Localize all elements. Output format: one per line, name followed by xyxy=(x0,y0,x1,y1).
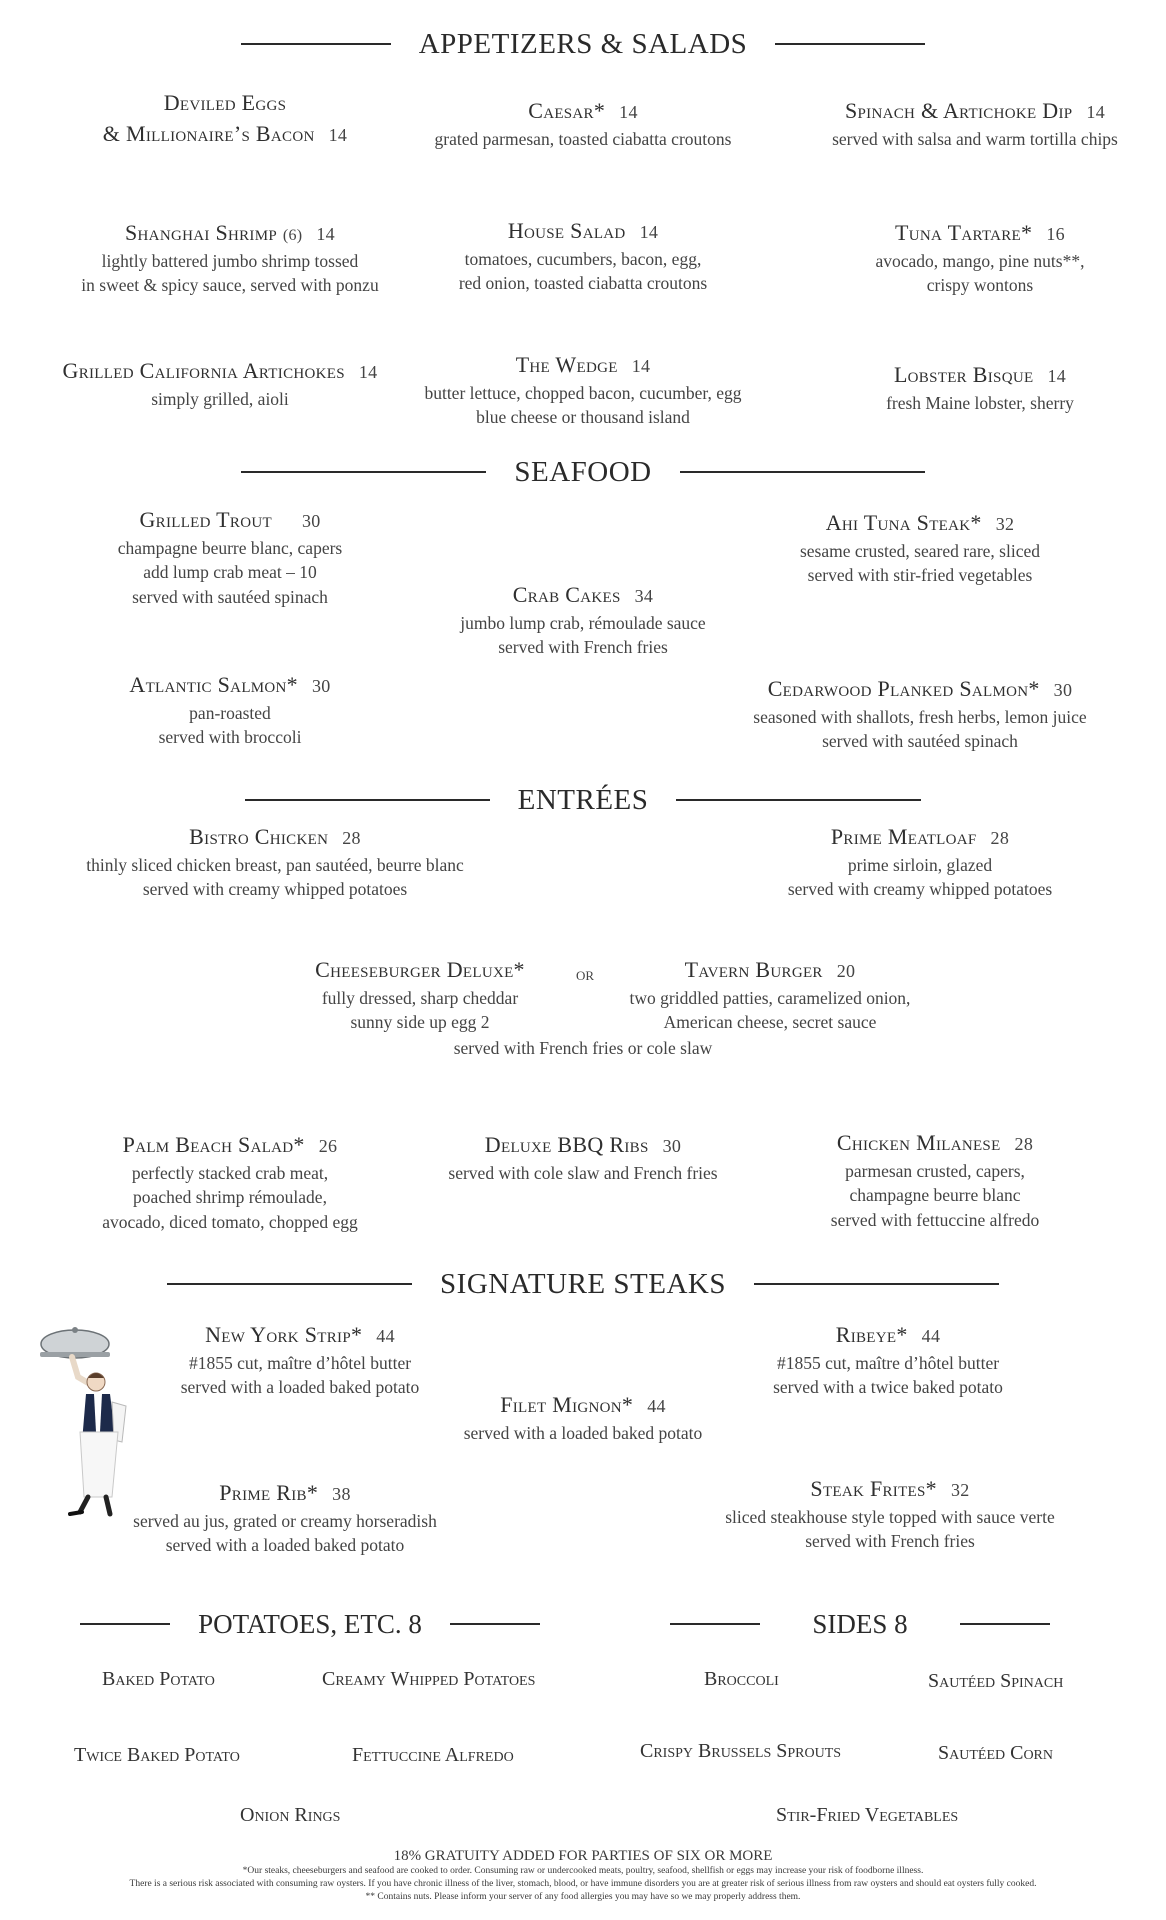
item-name: House Salad xyxy=(507,218,626,243)
item-description: served with sautéed spinach xyxy=(822,731,1018,752)
item-description: served with fettuccine alfredo xyxy=(830,1209,1040,1230)
item-name: Ahi Tuna Steak* xyxy=(825,510,982,535)
item-description: served with French fries xyxy=(498,637,668,658)
item-description: red onion, toasted ciabatta croutons xyxy=(458,273,708,294)
item-price: 28 xyxy=(990,828,1010,848)
item-description: fresh Maine lobster, sherry xyxy=(886,392,1074,413)
item-description: seasoned with shallots, fresh herbs, lemon juice xyxy=(753,706,1087,727)
side-item: Sautéed Spinach xyxy=(928,1670,1064,1692)
item-description: served with a loaded baked potato xyxy=(463,1422,703,1443)
disclaimer-line: ** Contains nuts. Please inform your server of any food allergies you may have so we may properly address them. xyxy=(365,1892,801,1902)
menu-item xyxy=(830,360,1130,415)
item-name: Cedarwood Planked Salmon* xyxy=(767,676,1040,701)
item-price: 26 xyxy=(318,1136,338,1156)
item-description: served with stir-fried vegetables xyxy=(807,565,1033,586)
menu-item xyxy=(428,580,738,660)
side-item: Broccoli xyxy=(704,1668,779,1690)
side-item: Onion Rings xyxy=(240,1804,341,1826)
item-price: 14 xyxy=(358,362,378,382)
menu-item xyxy=(795,96,1155,151)
side-item: Twice Baked Potato xyxy=(74,1744,240,1766)
item-description: served with a loaded baked potato xyxy=(180,1377,420,1398)
section-title: ENTRÉES xyxy=(517,783,649,816)
item-name: Tavern Burger xyxy=(684,957,823,982)
item-name: Ribeye* xyxy=(835,1322,908,1347)
menu-item xyxy=(30,356,410,411)
seafood-heading xyxy=(0,452,1166,492)
item-description: crispy wontons xyxy=(926,275,1034,296)
item-description: sliced steakhouse style topped with sauce verte xyxy=(725,1506,1055,1527)
item-name: Shanghai Shrimp xyxy=(125,220,277,245)
item-price: 44 xyxy=(647,1396,666,1416)
item-description: sunny side up egg 2 xyxy=(350,1012,490,1033)
menu-item xyxy=(60,1130,400,1234)
item-description: add lump crab meat – 10 xyxy=(143,562,317,583)
menu-item xyxy=(40,822,510,902)
item-price: 14 xyxy=(639,222,659,242)
item-description: served with a loaded baked potato xyxy=(165,1535,405,1556)
item-description: butter lettuce, chopped bacon, cucumber, egg xyxy=(424,382,742,403)
item-price: 20 xyxy=(836,961,856,981)
item-description: #1855 cut, maître d’hôtel butter xyxy=(188,1352,412,1373)
steaks-heading xyxy=(0,1264,1166,1304)
burger-note xyxy=(383,1036,783,1061)
item-description: served with salsa and warm tortilla chips xyxy=(832,128,1118,149)
item-price: 30 xyxy=(301,511,321,531)
entrees-heading xyxy=(0,780,1166,820)
item-name: Prime Rib* xyxy=(219,1480,319,1505)
item-description: simply grilled, aioli xyxy=(151,388,289,409)
disclaimer-line: There is a serious risk associated with consuming raw oysters. If you have chronic illness of the liver, stomach, blood, or have immune disorders you are at greater risk of serious illness from raw oysters and should eat oysters fully cooked. xyxy=(129,1879,1037,1889)
item-description: perfectly stacked crab meat, xyxy=(131,1162,329,1183)
item-price: 28 xyxy=(1014,1134,1034,1154)
item-description: parmesan crusted, capers, xyxy=(845,1160,1025,1181)
item-name: Grilled Trout xyxy=(139,507,272,532)
item-quantity: (6) xyxy=(282,227,303,244)
item-description: two griddled patties, caramelized onion, xyxy=(629,987,911,1008)
item-description: served with creamy whipped potatoes xyxy=(787,879,1053,900)
item-price: 14 xyxy=(316,224,335,244)
section-title: POTATOES, ETC. 8 xyxy=(198,1608,422,1639)
menu-item xyxy=(700,1474,1080,1554)
item-name: New York Strip* xyxy=(205,1322,363,1347)
item-price: 30 xyxy=(662,1136,682,1156)
item-name: Bistro Chicken xyxy=(189,824,329,849)
item-description: #1855 cut, maître d’hôtel butter xyxy=(776,1352,1000,1373)
item-description: champagne beurre blanc, capers xyxy=(117,537,343,558)
item-description: in sweet & spicy sauce, served with ponzu xyxy=(81,275,379,296)
item-description: avocado, mango, pine nuts**, xyxy=(875,250,1085,271)
item-description: served with French fries or cole slaw xyxy=(453,1038,713,1058)
disclaimer-line: *Our steaks, cheeseburgers and seafood are cooked to order. Consuming raw or undercooked meats, poultry, seafood, shellfish or eggs may increase your risk of foodborne illness. xyxy=(242,1866,924,1876)
item-price: 14 xyxy=(631,356,651,376)
item-description: grated parmesan, toasted ciabatta croutons xyxy=(434,128,732,149)
or-separator: or xyxy=(575,964,595,984)
menu-item xyxy=(393,350,773,430)
menu-item xyxy=(40,218,420,298)
item-price: 44 xyxy=(921,1326,941,1346)
item-description: served with cole slaw and French fries xyxy=(448,1162,718,1183)
item-name: & Millionaire’s Bacon xyxy=(102,120,315,146)
item-name: Chicken Milanese xyxy=(836,1130,1001,1155)
item-description: jumbo lump crab, rémoulade sauce xyxy=(460,612,706,633)
item-name: Spinach & Artichoke Dip xyxy=(844,98,1073,123)
menu-item xyxy=(70,505,390,609)
item-description: fully dressed, sharp cheddar xyxy=(321,987,519,1008)
side-item: Sautéed Corn xyxy=(938,1742,1054,1764)
item-price: 30 xyxy=(311,676,331,696)
item-name: The Wedge xyxy=(515,352,618,377)
menu-item xyxy=(443,1390,723,1445)
item-name: Tuna Tartare* xyxy=(895,220,1033,245)
menu-item xyxy=(600,955,940,1035)
item-name: Grilled California Artichokes xyxy=(62,358,345,383)
item-price: 16 xyxy=(1046,224,1065,244)
menu-item xyxy=(300,955,540,1035)
item-description: served au jus, grated or creamy horseradish xyxy=(133,1510,437,1531)
item-price: 32 xyxy=(950,1480,970,1500)
menu-item xyxy=(413,216,753,296)
menu-item xyxy=(740,822,1100,902)
item-description: American cheese, secret sauce xyxy=(663,1012,877,1033)
item-name: Prime Meatloaf xyxy=(830,824,977,849)
menu-item xyxy=(738,1320,1038,1400)
item-name: Deviled Eggs xyxy=(163,90,287,115)
item-price: 44 xyxy=(376,1326,395,1346)
item-name: Cheeseburger Deluxe* xyxy=(315,957,525,982)
item-price: 14 xyxy=(328,124,348,145)
item-price: 34 xyxy=(634,586,654,606)
item-description: blue cheese or thousand island xyxy=(476,407,690,428)
section-title: SIGNATURE STEAKS xyxy=(440,1267,726,1300)
item-description: champagne beurre blanc xyxy=(849,1185,1021,1206)
menu-item xyxy=(80,88,370,150)
item-description: thinly sliced chicken breast, pan sautéed, beurre blanc xyxy=(86,854,464,875)
menu-item xyxy=(720,674,1120,754)
item-price: 14 xyxy=(1086,102,1106,122)
section-title: SIDES 8 xyxy=(812,1608,908,1639)
item-description: sesame crusted, seared rare, sliced xyxy=(799,540,1041,561)
item-name: Lobster Bisque xyxy=(893,362,1034,387)
item-description: lightly battered jumbo shrimp tossed xyxy=(101,250,359,271)
appetizers-heading xyxy=(0,24,1166,64)
item-price: 30 xyxy=(1053,680,1073,700)
menu-item xyxy=(150,1320,450,1400)
side-item: Baked Potato xyxy=(102,1668,215,1690)
item-price: 32 xyxy=(995,514,1015,534)
item-description: poached shrimp rémoulade, xyxy=(133,1187,327,1208)
menu-item xyxy=(820,218,1140,298)
item-name: Steak Frites* xyxy=(810,1476,937,1501)
menu-item xyxy=(383,96,783,151)
menu-item xyxy=(423,1130,743,1185)
item-description: served with broccoli xyxy=(158,727,302,748)
item-name: Filet Mignon* xyxy=(500,1392,634,1417)
item-price: 14 xyxy=(619,102,638,122)
item-name: Deluxe BBQ Ribs xyxy=(484,1132,649,1157)
item-description: served with sautéed spinach xyxy=(132,586,328,607)
menu-item xyxy=(780,1128,1090,1232)
item-name: Caesar* xyxy=(528,98,606,123)
menu-item xyxy=(760,508,1080,588)
item-description: avocado, diced tomato, chopped egg xyxy=(102,1211,358,1232)
sides-heading xyxy=(655,1604,1065,1644)
side-item: Fettuccine Alfredo xyxy=(352,1744,514,1766)
side-item: Stir-Fried Vegetables xyxy=(776,1804,959,1826)
item-price: 14 xyxy=(1047,366,1067,386)
menu-item xyxy=(90,670,370,750)
item-name: Palm Beach Salad* xyxy=(122,1132,305,1157)
section-title: APPETIZERS & SALADS xyxy=(418,27,748,60)
side-item: Crispy Brussels Sprouts xyxy=(640,1740,842,1762)
item-name: Atlantic Salmon* xyxy=(129,672,298,697)
item-description: served with a twice baked potato xyxy=(773,1377,1003,1398)
item-description: tomatoes, cucumbers, bacon, egg, xyxy=(464,248,702,269)
item-description: served with creamy whipped potatoes xyxy=(142,879,408,900)
menu-item xyxy=(115,1478,455,1558)
item-price: 28 xyxy=(342,828,361,848)
section-title: SEAFOOD xyxy=(514,455,652,488)
gratuity-note: 18% GRATUITY ADDED FOR PARTIES OF SIX OR MORE xyxy=(393,1848,773,1864)
side-item: Creamy Whipped Potatoes xyxy=(322,1668,536,1690)
item-description: pan-roasted xyxy=(189,702,271,723)
item-name: Crab Cakes xyxy=(512,582,621,607)
item-description: prime sirloin, glazed xyxy=(847,854,993,875)
item-price: 38 xyxy=(332,1484,351,1504)
item-description: served with French fries xyxy=(805,1531,975,1552)
potatoes-heading xyxy=(70,1604,550,1644)
